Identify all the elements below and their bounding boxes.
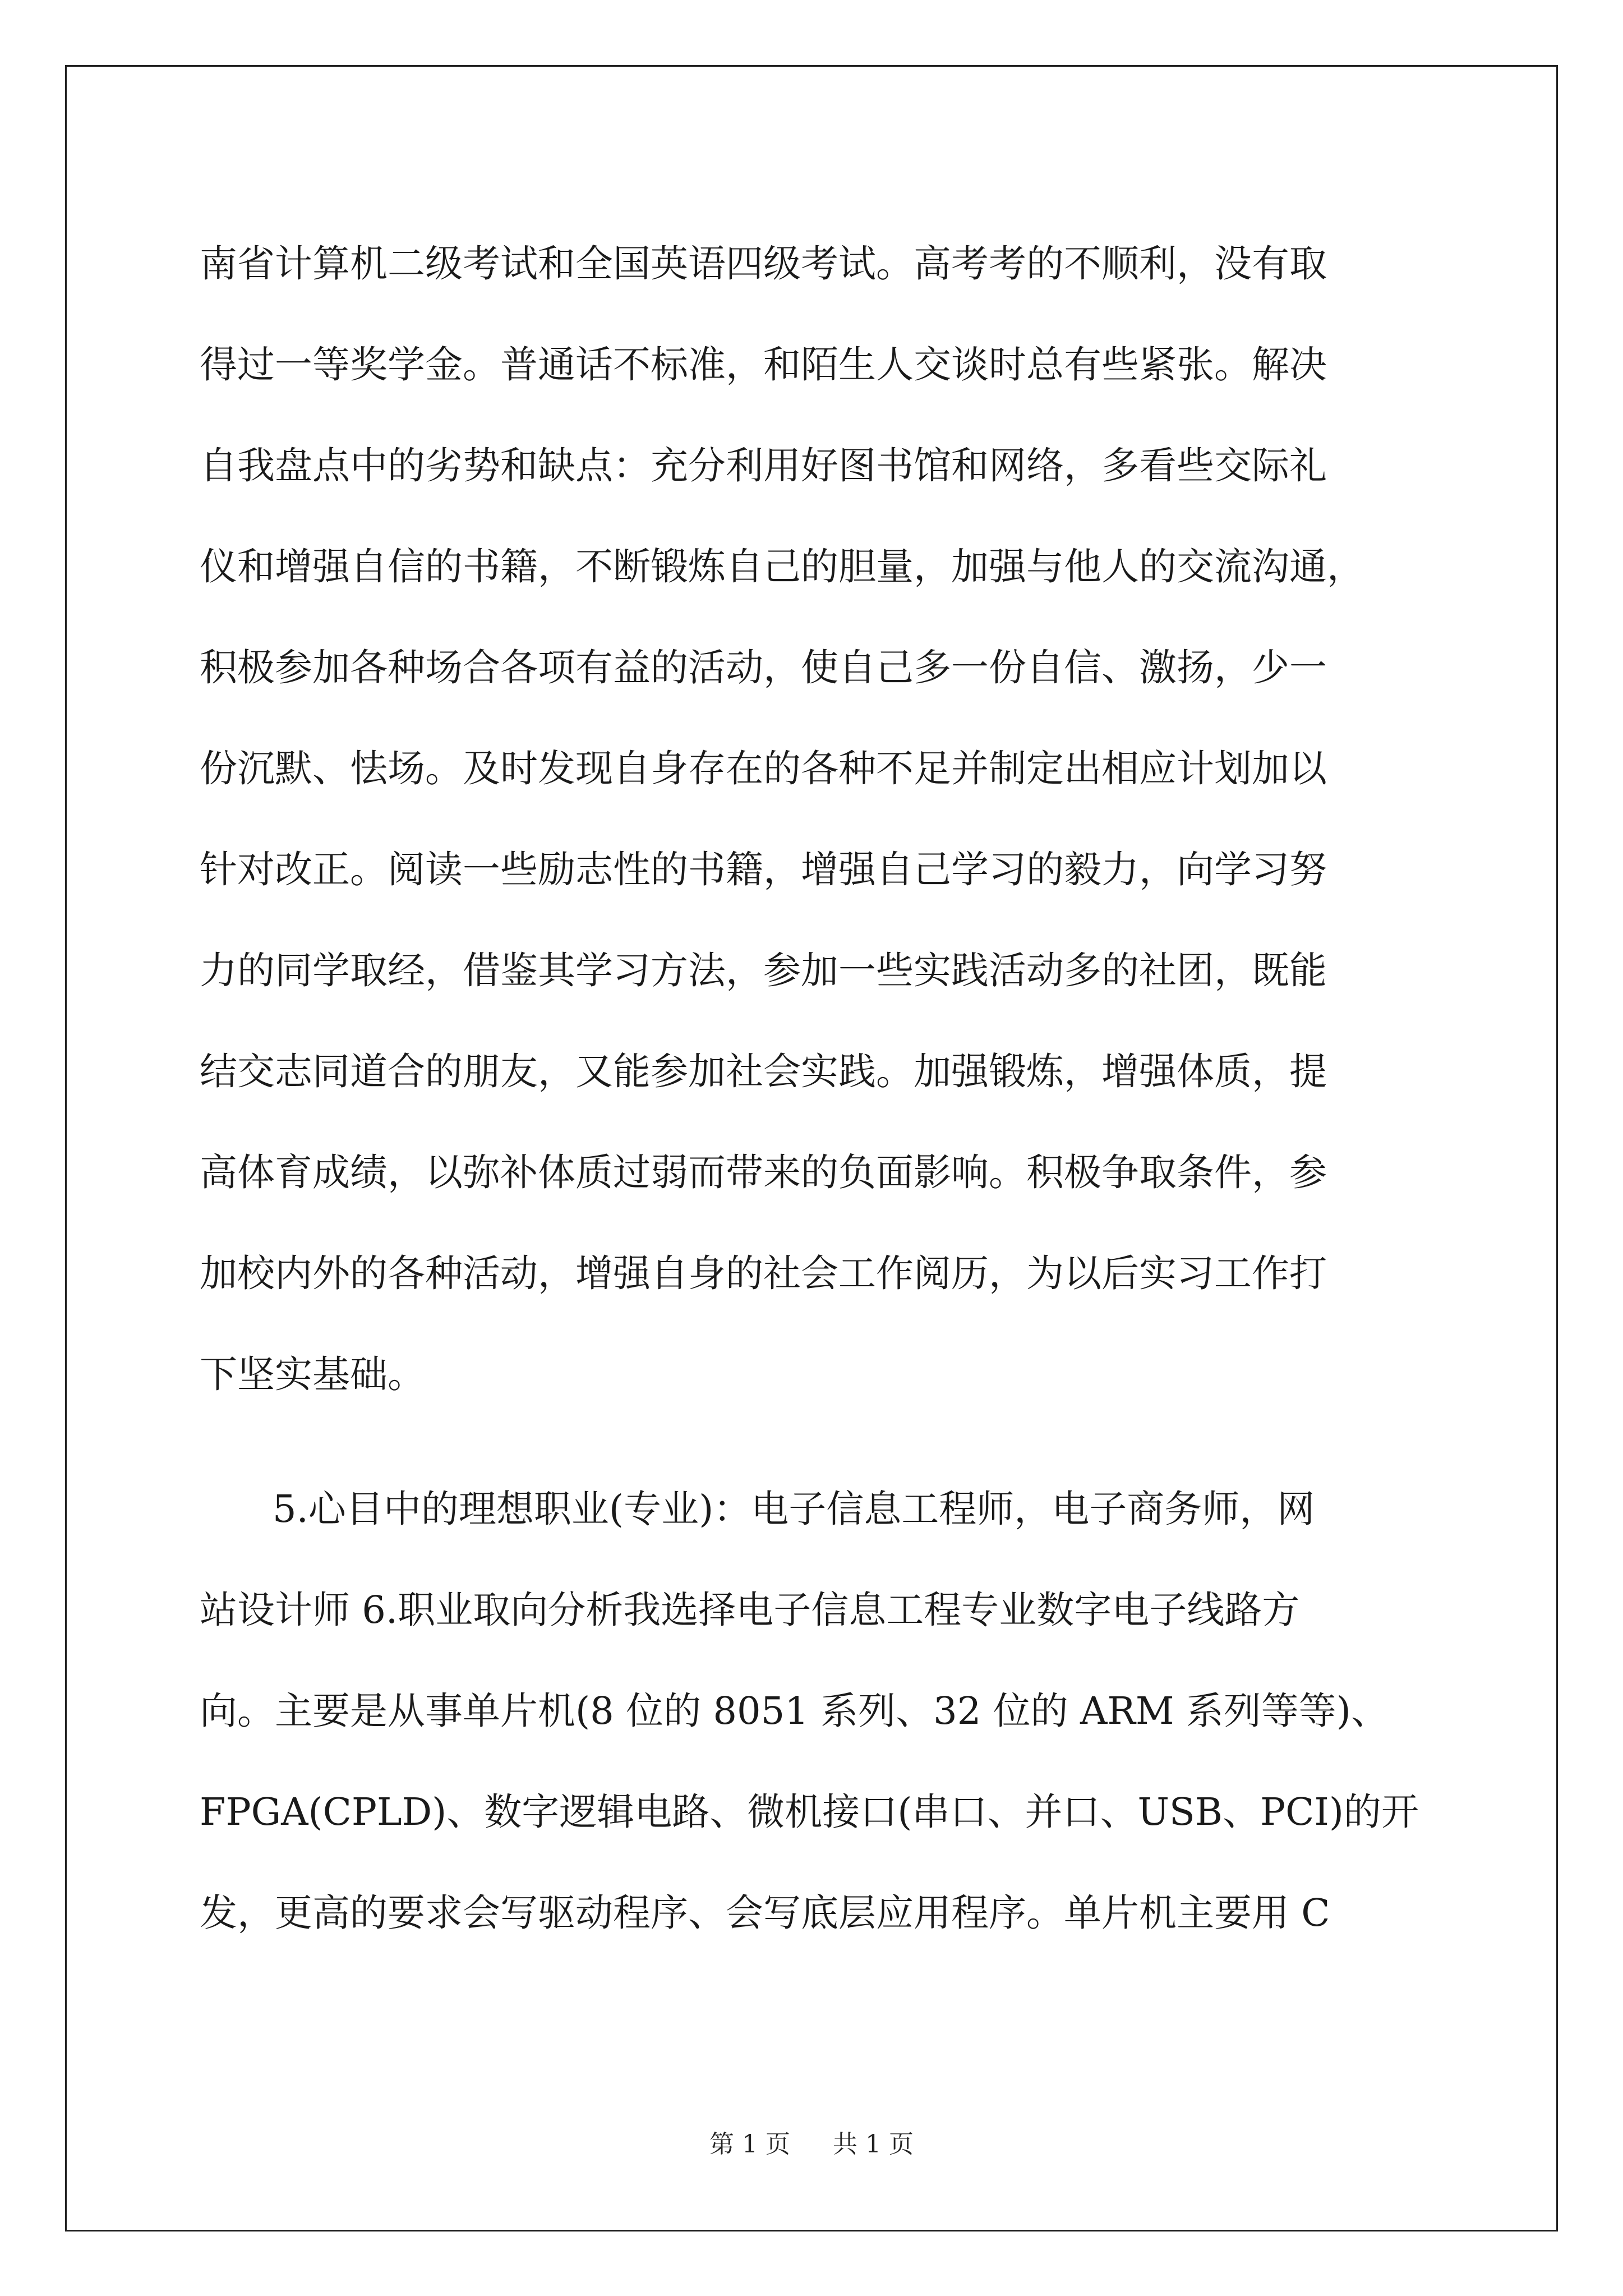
- text-line: 加校内外的各种活动，增强自身的社会工作阅历，为以后实习工作打: [200, 1251, 1327, 1295]
- text-line: 下坚实基础。: [200, 1352, 425, 1396]
- text-line: 针对改正。阅读一些励志性的书籍，增强自己学习的毅力，向学习努: [200, 848, 1327, 891]
- text-line: 发，更高的要求会写驱动程序、会写底层应用程序。单片机主要用 C: [200, 1891, 1330, 1935]
- page-footer: [0, 2128, 1623, 2161]
- text-line: 5.心目中的理想职业(专业)：电子信息工程师，电子商务师，网: [273, 1487, 1315, 1531]
- text-line: FPGA(CPLD)、数字逻辑电路、微机接口(串口、并口、USB、PCI)的开: [200, 1790, 1419, 1834]
- page-number: 第 1 页: [709, 2130, 790, 2159]
- page-total: 共 1 页: [833, 2130, 914, 2159]
- text-line: 结交志同道合的朋友，又能参加社会实践。加强锻炼，增强体质，提: [200, 1050, 1327, 1093]
- text-line: 站设计师 6.职业取向分析我选择电子信息工程专业数字电子线路方: [200, 1588, 1300, 1632]
- paragraph-1: [200, 213, 1439, 1425]
- paragraph-2: [200, 1458, 1439, 1963]
- text-line: 得过一等奖学金。普通话不标准，和陌生人交谈时总有些紧张。解决: [200, 343, 1327, 386]
- text-line: 积极参加各种场合各项有益的活动，使自己多一份自信、激扬，少一: [200, 646, 1327, 689]
- text-line: 向。主要是从事单片机(8 位的 8051 系列、32 位的 ARM 系列等等)、: [200, 1689, 1389, 1733]
- paragraph-gap: [200, 1425, 1439, 1458]
- text-line: 份沉默、怯场。及时发现自身存在的各种不足并制定出相应计划加以: [200, 747, 1327, 790]
- text-line: 自我盘点中的劣势和缺点：充分利用好图书馆和网络，多看些交际礼: [200, 444, 1327, 487]
- text-line: 仪和增强自信的书籍，不断锻炼自己的胆量，加强与他人的交流沟通，: [200, 545, 1364, 588]
- text-line: 高体育成绩，以弥补体质过弱而带来的负面影响。积极争取条件，参: [200, 1151, 1327, 1194]
- document-body: [200, 213, 1439, 1963]
- text-line: 力的同学取经，借鉴其学习方法，参加一些实践活动多的社团，既能: [200, 949, 1327, 992]
- text-line: 南省计算机二级考试和全国英语四级考试。高考考的不顺利，没有取: [200, 242, 1327, 286]
